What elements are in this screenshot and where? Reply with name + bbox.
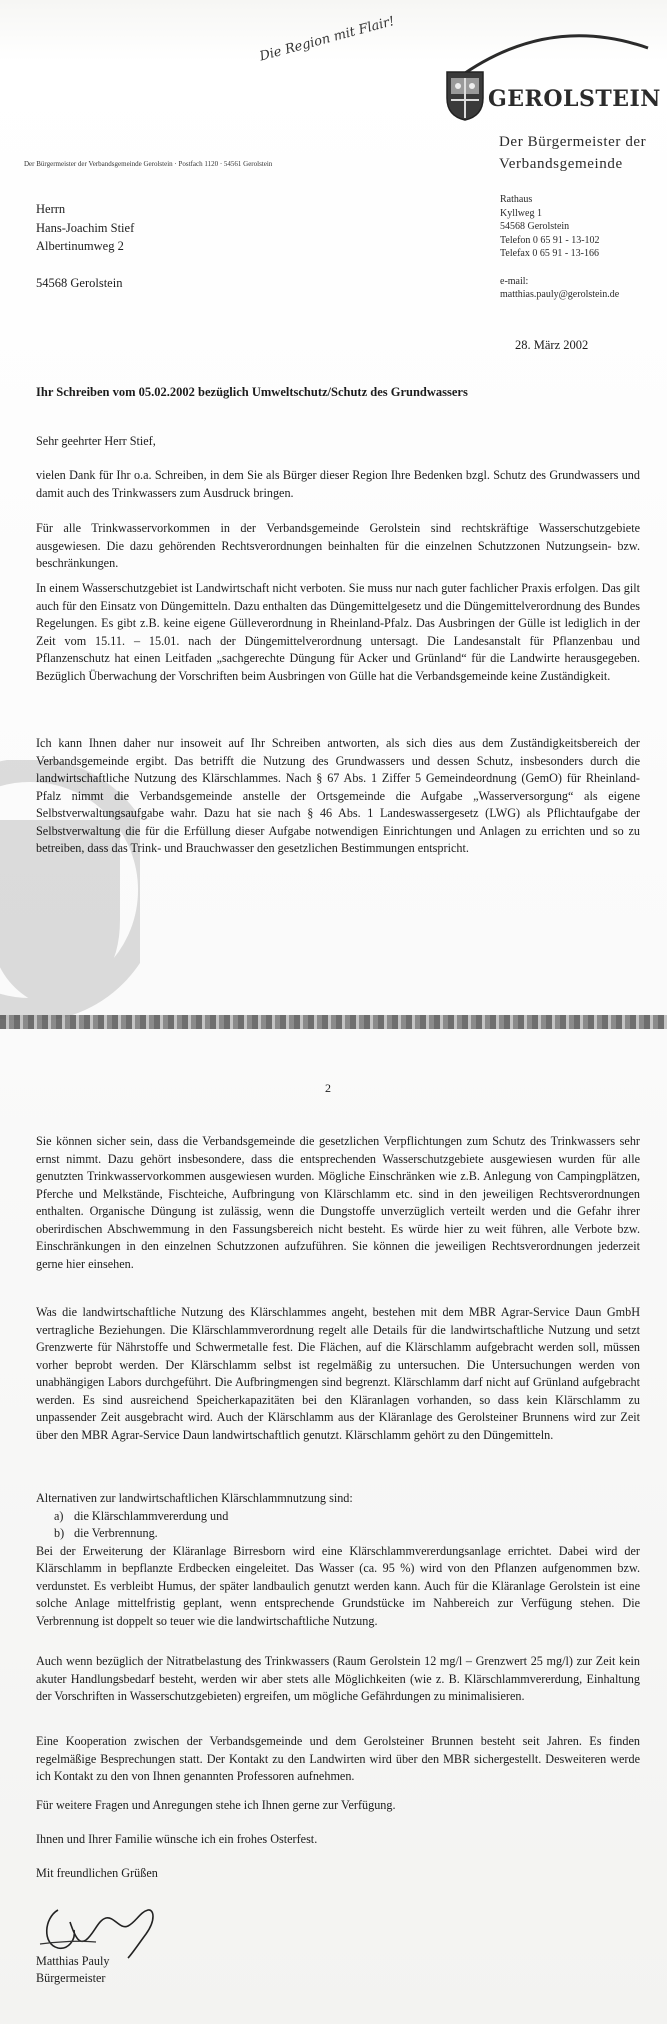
signer-block bbox=[36, 1953, 109, 1987]
alternatives-block bbox=[36, 1490, 640, 1630]
contact-block bbox=[500, 193, 619, 302]
alternatives-intro: Alternativen zur landwirtschaftlichen Klärschlammnutzung sind: bbox=[36, 1491, 353, 1505]
sender-title-line1: Der Bürgermeister der bbox=[499, 134, 647, 150]
coat-of-arms-icon bbox=[445, 70, 485, 122]
recipient-salutation: Herrn bbox=[36, 202, 66, 216]
return-address-line: Der Bürgermeister der Verbandsgemeinde Gerolstein · Postfach 1120 · 54561 Gerolstein bbox=[24, 160, 273, 168]
signer-name: Matthias Pauly bbox=[36, 1954, 110, 1968]
contact-street: Kyllweg 1 bbox=[500, 207, 542, 219]
page-break-divider bbox=[0, 1015, 667, 1029]
contact-city: 54568 Gerolstein bbox=[500, 221, 570, 232]
signature-icon bbox=[36, 1900, 186, 1960]
contact-email-label: e-mail: bbox=[500, 275, 529, 287]
contact-phone: Telefon 0 65 91 - 13-102 bbox=[500, 234, 600, 246]
page-number: 2 bbox=[325, 1081, 331, 1095]
slogan: Die Region mit Flair! bbox=[258, 14, 397, 65]
sender-title bbox=[499, 131, 667, 175]
recipient-address bbox=[36, 200, 134, 292]
list-item bbox=[54, 1525, 640, 1543]
greeting: Sehr geehrter Herr Stief, bbox=[36, 434, 156, 448]
body-paragraph: Ihnen und Ihrer Familie wünsche ich ein frohes Osterfest. bbox=[36, 1832, 318, 1846]
body-paragraph: Ich kann Ihnen daher nur insoweit auf Ihr Schreiben antworten, als sich dies aus dem Zuständigkeitsbereich der Verbandsgemeinde ergibt. Das betrifft die Nutzung des Grundwassers und dessen Schutz, insbesonders durch die landwirtschaftliche Nutzung des Klärschlammes. Nach § 67 Abs. 1 Ziffer 5 Gemeindeordnung (GemO) für Rheinland-Pfalz nimmt die Verbandsgemeinde anstelle der Ortsgemeinde die Aufgabe „Wasserversorgung“ als eigene Selbstverwaltungsaufgabe wahr. Dazu hat sie nach § 46 Abs. 1 Landeswassergesetz (LWG) als Pflichtaufgabe der Selbstverwaltung die für die Erfüllung dieser Aufgabe notwendigen Einrichtungen und Anlagen zu errichten und so zu betreiben, dass das Trink- und Brauchwasser den gesetzlichen Bestimmungen entspricht. bbox=[36, 736, 640, 855]
alternatives-list bbox=[36, 1508, 640, 1543]
recipient-name: Hans-Joachim Stief bbox=[36, 220, 135, 235]
contact-email: matthias.pauly@gerolstein.de bbox=[500, 289, 620, 300]
recipient-city: 54568 Gerolstein bbox=[36, 275, 123, 290]
signer-title: Bürgermeister bbox=[36, 1971, 106, 1985]
list-marker: b) bbox=[54, 1526, 65, 1540]
contact-office: Rathaus bbox=[500, 194, 533, 205]
list-marker: a) bbox=[54, 1508, 64, 1523]
body-paragraph: Was die landwirtschaftliche Nutzung des Klärschlammes angeht, bestehen mit dem MBR Agrar-Service Daun GmbH vertragliche Beziehungen. Die Klärschlammverordnung regelt alle Details für die landwirtschaftliche Nutzung und setzt Grenzwerte für Nährstoffe und Schwermetalle fest. Die Flächen, auf die Klärschlamm aufgebracht werden soll, müssen vorher beprobt werden. Der Klärschlamm selbst ist regelmäßig zu untersuchen. Die Untersuchungen werden von unabhängigen Labors durchgeführt. Die Aufbringmengen sind begrenzt. Klärschlamm darf nicht auf Grünland aufgebracht werden. Es sind ausreichend Speicherkapazitäten bei den Kläranlagen vorhanden, so dass kein Klärschlamm zu unpassender Zeit ausgebracht wird. Auch der Klärschlamm aus der Kläranlage des Gerolsteiner Brunnens wird zur Zeit über den MBR Agrar-Service Daun landwirtschaftlich genutzt. Klärschlamm gehört zu den Düngemitteln. bbox=[36, 1305, 640, 1442]
sender-title-line2: Verbandsgemeinde bbox=[499, 156, 623, 172]
watermark-crest-icon bbox=[0, 760, 140, 1020]
body-paragraph: Eine Kooperation zwischen der Verbandsgemeinde und dem Gerolsteiner Brunnen besteht seit Jahren. Es finden regelmäßige Besprechungen statt. Der Kontakt zu den Landwirten wird über den MBR sichergestellt. Desweiteren werde ich Kontakt zu den von Ihnen genannten Professoren aufnehmen. bbox=[36, 1734, 640, 1783]
body-paragraph: Bei der Erweiterung der Kläranlage Birresborn wird eine Klärschlammvererdungsanlage errichtet. Dabei wird der Klärschlamm in bepflanzte Erdbecken eingeleitet. Das Wasser (ca. 95 %) wird von den Pflanzen aufgenommen bzw. verdunstet. Es verbleibt Humus, der später landbaulich genutzt werden kann. Auch für die Kläranlage Gerolstein ist eine solche Anlage mittelfristig geplant, wenn entsprechende Grundstücke im Nahbereich zur Verfügung stehen. Die Verbrennung ist doppelt so teuer wie die landwirtschaftliche Nutzung. bbox=[36, 1543, 640, 1628]
letter-date: 28. März 2002 bbox=[515, 338, 589, 352]
subject-line: Ihr Schreiben vom 05.02.2002 bezüglich Umweltschutz/Schutz des Grundwassers bbox=[36, 385, 468, 399]
body-paragraph: Für alle Trinkwasservorkommen in der Verbandsgemeinde Gerolstein sind rechtskräftige Wasserschutzgebiete ausgewiesen. Die dazu gehörenden Rechtsverordnungen beinhalten für die einzelnen Schutzzonen Nutzungsein- bzw. beschränkungen. bbox=[36, 521, 640, 570]
body-paragraph: Auch wenn bezüglich der Nitratbelastung des Trinkwassers (Raum Gerolstein 12 mg/l – Grenzwert 25 mg/l) zur Zeit kein akuter Handlungsbedarf besteht, werden wir aber stets alle Möglichkeiten (wie z. B. Klärschlammvererdung, Einhaltung der Vorschriften in Wasserschutzgebieten) ergreifen, um mögliche Gefährdungen zu minimalisieren. bbox=[36, 1654, 640, 1703]
body-paragraph: Sie können sicher sein, dass die Verbandsgemeinde die gesetzlichen Verpflichtungen zum Schutz des Trinkwassers sehr ernst nimmt. Dazu gehört insbesondere, dass die entsprechenden Wasserschutzgebiete ausgewiesen wurden für alle genutzten Trinkwasservorkommen ausgewiesen wurden. Mögliche Einschränken wie z.B. Anlegung von Campingplätzen, Pferche und Melkstände, Fischteiche, Aufbringung von Klärschlamm etc. sind in den jeweiligen Rechtsverordnungen enthalten. Organische Düngung ist zulässig, wenn die Dungstoffe unverzüglich verteilt werden und die Gefahr ihrer oberirdischen Abschwemmung in den Fassungsbereich nicht besteht. Es würde hier zu weit führen, alle Verbote bzw. Einschränkungen in den einzelnen Schutzzonen aufzuführen. Sie können die jeweiligen Rechtsverordnungen jederzeit gerne hier einsehen. bbox=[36, 1134, 640, 1271]
recipient-street: Albertinumweg 2 bbox=[36, 239, 124, 253]
contact-fax: Telefax 0 65 91 - 13-166 bbox=[500, 248, 599, 259]
list-item-text: die Verbrennung. bbox=[74, 1526, 158, 1540]
list-item-text: die Klärschlammvererdung und bbox=[74, 1508, 229, 1523]
list-item bbox=[54, 1508, 640, 1526]
body-paragraph: In einem Wasserschutzgebiet ist Landwirtschaft nicht verboten. Sie muss nur nach guter fachlicher Praxis erfolgen. Das gilt auch für den Einsatz von Düngemitteln. Dazu enthalten das Düngemittelgesetz und die Düngemittelverordnung des Bundes Regelungen. Es gibt z.B. keine eigene Gülleverordnung in Rheinland-Pfalz. Das Ausbringen der Gülle ist lediglich in der Zeit vom 15.11. – 15.01. nach der Düngemittelverordnung untersagt. Die Landesanstalt für Pflanzenbau und Pflanzenschutz hat einen Leitfaden „sachgerechte Düngung für Acker und Grünland“ für die Landwirte herausgegeben. Bezüglich Überwachung der Vorschriften beim Ausbringen von Gülle hat die Verbandsgemeinde keine Zuständigkeit. bbox=[36, 581, 640, 683]
brand-name: GEROLSTEIN bbox=[488, 86, 661, 112]
closing: Mit freundlichen Grüßen bbox=[36, 1866, 158, 1880]
body-paragraph: Für weitere Fragen und Anregungen stehe ich Ihnen gerne zur Verfügung. bbox=[36, 1798, 396, 1812]
body-paragraph: vielen Dank für Ihr o.a. Schreiben, in dem Sie als Bürger dieser Region Ihre Bedenken bzgl. Schutz des Grundwassers und damit auch des Trinkwassers zum Ausdruck bringen. bbox=[36, 468, 640, 500]
